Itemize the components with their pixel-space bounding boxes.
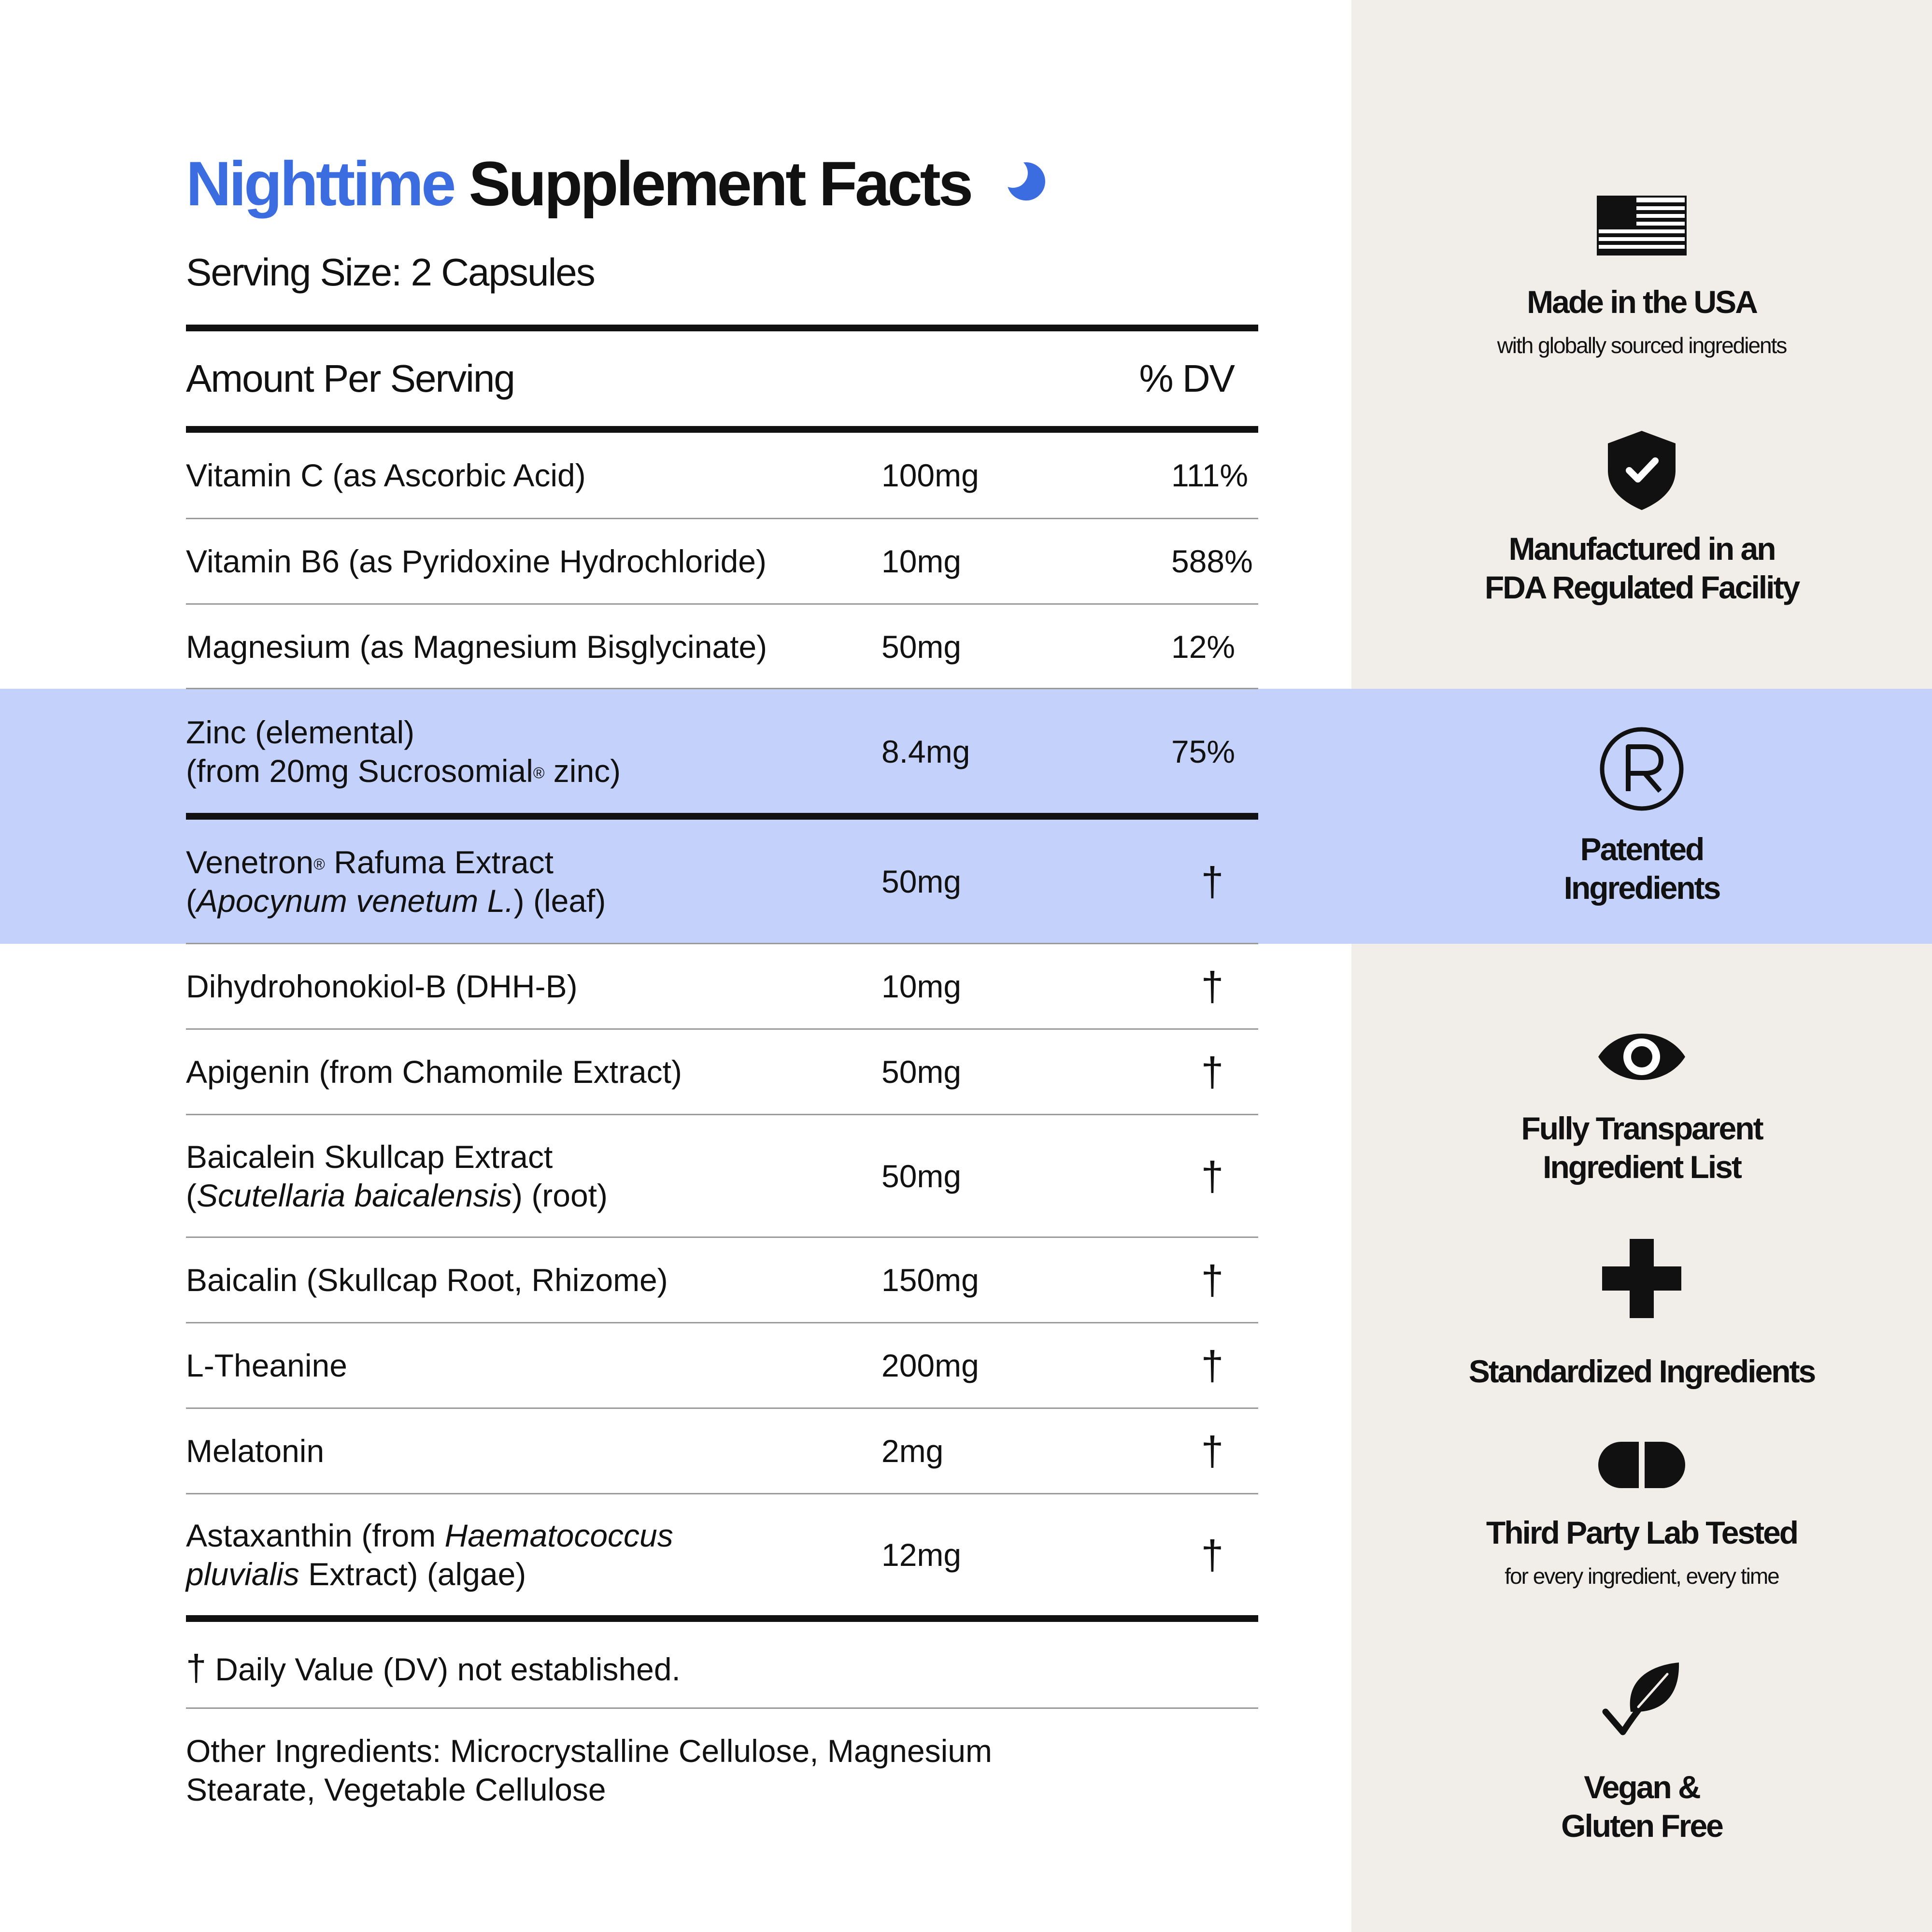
ingredient-name: Dihydrohonokiol-B (DHH-B) [186,968,578,1004]
badge-label-line1: Vegan & [1584,1769,1700,1805]
eye-icon [1598,1024,1685,1090]
header-amount-per-serving: Amount Per Serving [186,357,514,400]
badge-label-line2: Ingredient List [1543,1149,1741,1185]
badge-label-line2: Ingredients [1563,870,1720,906]
divider-thick [186,813,1258,820]
ingredient-name: Vitamin C (as Ascorbic Acid) [186,457,586,493]
ingredient-amount: 50mg [881,863,962,899]
ingredient-amount: 10mg [881,543,962,579]
ingredient-name: Astaxanthin (from Haematococcus pluvialis Extract) (algae) [186,1518,673,1592]
badge-sublabel: with globally sourced ingredients [1497,333,1787,358]
ingredient-dv: 111% [1171,457,1249,493]
badge-transparent-list [1351,1024,1932,1186]
header-daily-value: % DV [1139,357,1234,400]
badge-label-line1: Fully Transparent [1521,1110,1762,1146]
badge-label-line1: Manufactured in an [1508,531,1775,567]
page-title [186,145,1049,222]
title-main: Supplement Facts [469,148,971,219]
badge-vegan-gluten-free [1351,1662,1932,1845]
ingredient-dv: † [1201,964,1224,1009]
badge-fda-facility [1351,431,1932,607]
ingredient-dv: † [1201,1049,1224,1094]
badge-patented-ingredients [1351,726,1932,907]
table-row [186,944,1258,1028]
ingredient-name: Baicalein Skullcap Extract (Scutellaria baicalensis) (root) [186,1138,608,1213]
badge-lab-tested [1351,1442,1932,1591]
table-row [186,690,1258,813]
ingredient-amount: 12mg [881,1537,962,1573]
divider-thick [186,1615,1258,1622]
moon-icon [1005,160,1049,203]
ingredient-amount: 50mg [881,1054,962,1090]
ingredient-name: L-Theanine [186,1348,347,1383]
leaf-check-icon [1601,1662,1683,1739]
dv-footnote [186,1647,681,1689]
ingredient-dv: † [1201,1153,1224,1199]
badge-made-in-usa [1351,196,1932,360]
divider-thin [186,688,1258,689]
badge-label: Third Party Lab Tested [1486,1515,1798,1550]
usa-flag-icon [1597,196,1687,256]
capsule-icon [1598,1442,1685,1488]
dagger-symbol: † [186,1648,207,1689]
footnote-text: Daily Value (DV) not established. [215,1651,681,1687]
serving-size: Serving Size: 2 Capsules [186,251,595,294]
badge-label-line2: Gluten Free [1561,1808,1722,1844]
ingredient-dv: † [1201,1257,1224,1303]
ingredient-name: Venetron® Rafuma Extract (Apocynum venetum L.) (leaf) [186,844,606,919]
table-row [186,433,1258,518]
badge-standardized [1351,1239,1932,1391]
divider-thick [186,325,1258,331]
ingredient-dv: 12% [1171,629,1236,665]
ingredient-amount: 100mg [881,457,979,493]
ingredient-name: Melatonin [186,1433,325,1469]
ingredient-dv: † [1201,858,1224,904]
table-row [186,1115,1258,1236]
table-row [186,605,1258,689]
badge-label-line1: Patented [1580,831,1704,867]
badge-sublabel: for every ingredient, every time [1505,1563,1779,1589]
title-accent: Nighttime [186,148,454,219]
table-row [186,1494,1258,1615]
table-row [186,1238,1258,1322]
badge-label: Made in the USA [1527,284,1757,320]
ingredient-dv: † [1201,1532,1224,1577]
ingredient-amount: 8.4mg [881,733,970,769]
badge-label: Standardized Ingredients [1468,1353,1815,1389]
divider-thick [186,426,1258,433]
ingredient-dv: 75% [1171,733,1236,769]
table-row [186,1030,1258,1114]
ingredient-name: Vitamin B6 (as Pyridoxine Hydrochloride) [186,543,767,579]
shield-check-icon [1608,431,1676,510]
divider-thin [186,1707,1258,1709]
plus-cross-icon [1602,1239,1681,1318]
ingredient-amount: 2mg [881,1433,944,1469]
badge-label-line2: FDA Regulated Facility [1484,569,1799,605]
ingredient-dv: † [1201,1428,1224,1474]
ingredient-name: Baicalin (Skullcap Root, Rhizome) [186,1262,668,1298]
ingredient-dv: 588% [1171,543,1253,579]
ingredient-name: Magnesium (as Magnesium Bisglycinate) [186,629,767,665]
table-row [186,820,1258,943]
other-ingredients: Other Ingredients: Microcrystalline Cellulose, Magnesium Stearate, Vegetable Cellulose [186,1733,993,1807]
table-row [186,519,1258,603]
table-row [186,1323,1258,1407]
ingredient-amount: 50mg [881,1158,962,1194]
ingredient-name: Zinc (elemental) (from 20mg Sucrosomial® zinc) [186,714,621,789]
ingredient-amount: 10mg [881,968,962,1004]
ingredient-name: Apigenin (from Chamomile Extract) [186,1054,682,1090]
ingredient-amount: 150mg [881,1262,979,1298]
ingredient-amount: 200mg [881,1348,979,1383]
ingredient-dv: † [1201,1343,1224,1388]
table-row [186,1409,1258,1493]
ingredient-amount: 50mg [881,629,962,665]
registered-icon [1599,726,1684,811]
